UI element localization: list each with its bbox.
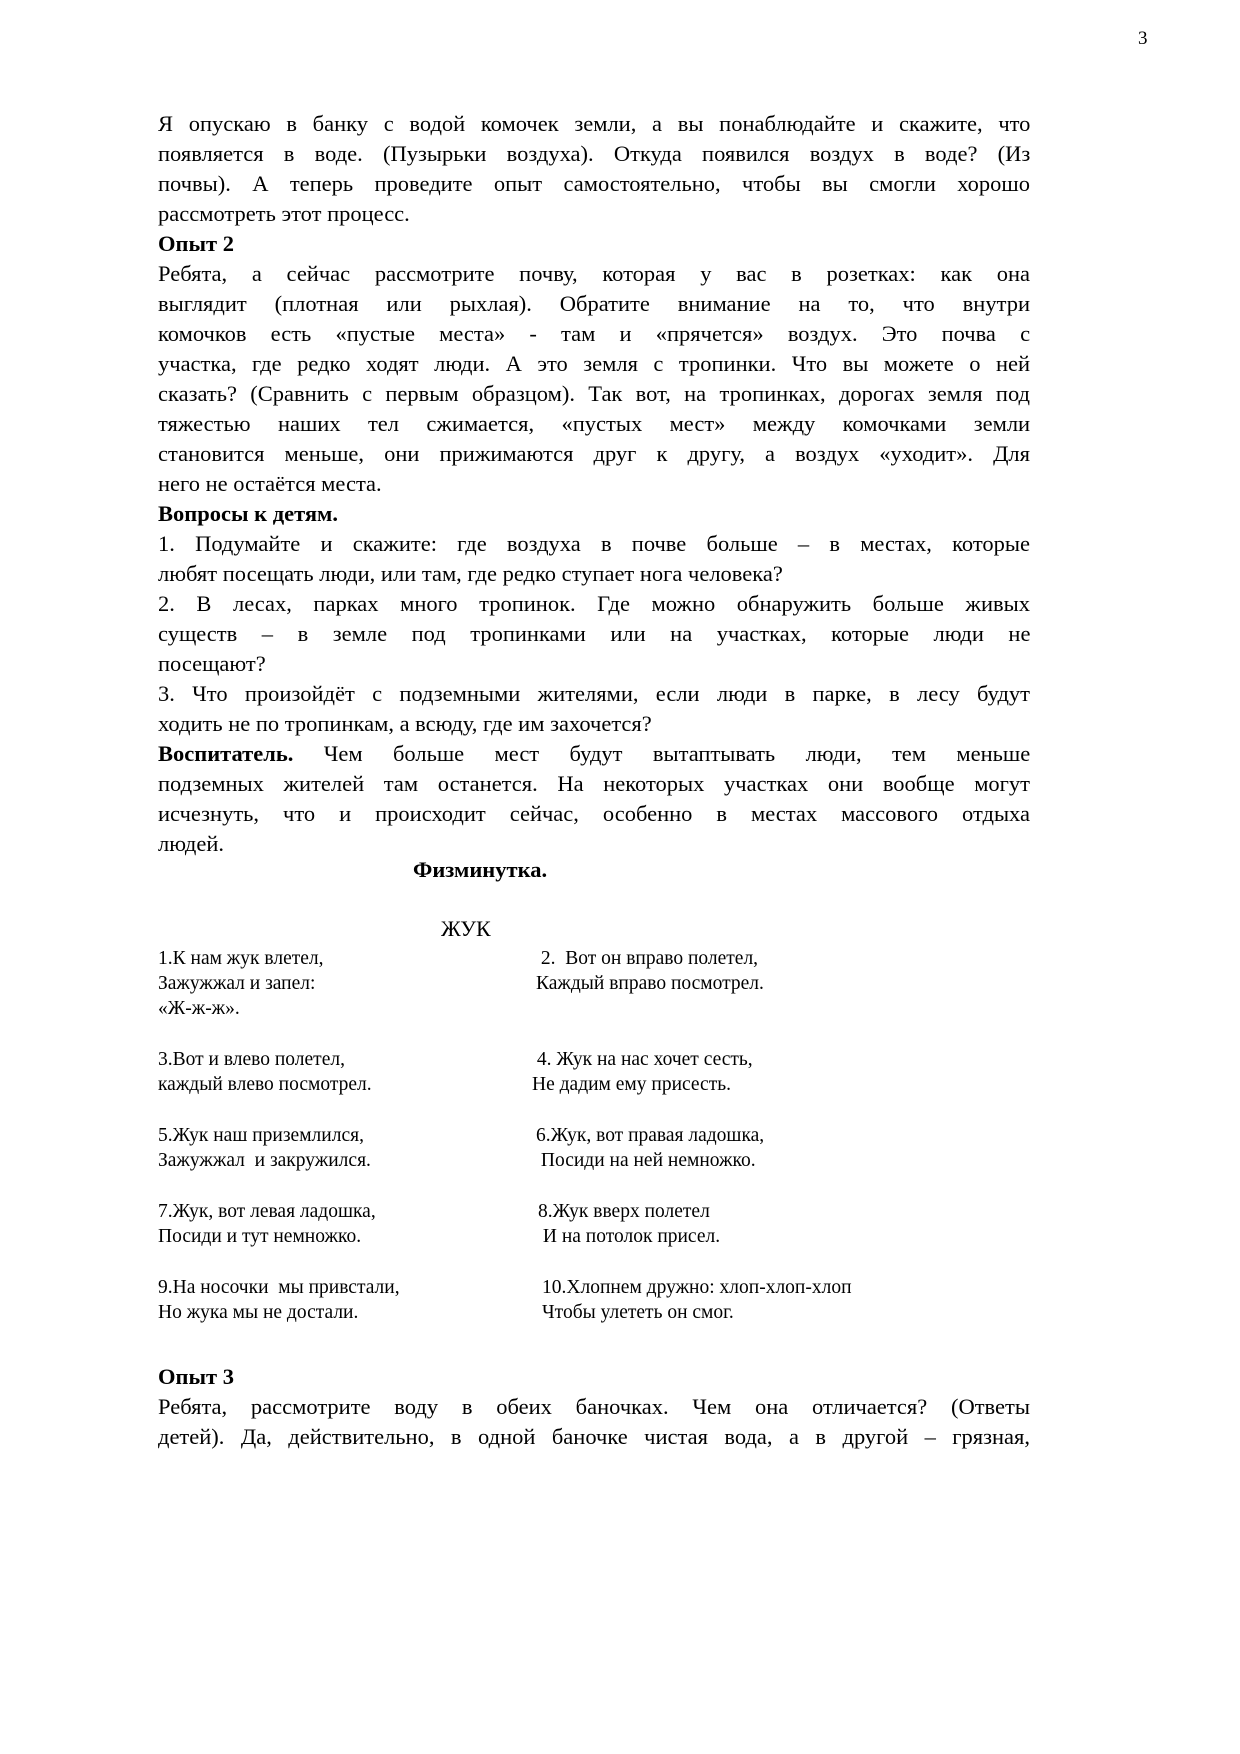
question-1 xyxy=(158,529,1030,589)
poem-line: Зажужжал и запел: xyxy=(158,973,316,994)
stanza-row xyxy=(158,946,1058,1047)
stanza-right xyxy=(538,1199,720,1249)
experiment2-paragraph xyxy=(158,259,1030,499)
stanza-left xyxy=(158,1047,372,1097)
poem-line: 6.Жук, вот правая ладошка, xyxy=(536,1125,765,1146)
poem-line: «Ж-ж-ж». xyxy=(158,998,240,1019)
teacher-paragraph xyxy=(158,739,1030,859)
poem-line: 10.Хлопнем дружно: хлоп-хлоп-хлоп xyxy=(542,1277,852,1298)
text-line: 2. В лесах, парках много тропинок. Где можно обнаружить больше живых xyxy=(158,591,1030,616)
poem-line: 7.Жук, вот левая ладошка, xyxy=(158,1201,376,1222)
stanza-right xyxy=(542,1275,852,1325)
text-line: появляется в воде. (Пузырьки воздуха). Откуда появился воздух в воде? (Из xyxy=(158,141,1031,166)
stanza-left xyxy=(158,1123,371,1173)
main-text xyxy=(158,109,1030,859)
experiment3-section xyxy=(158,1362,1030,1452)
text-line: сказать? (Сравнить с первым образцом). Так вот, на тропинках, дорогах земля под xyxy=(158,381,1030,406)
intro-paragraph xyxy=(158,109,1030,229)
poem-line: Посиди и тут немножко. xyxy=(158,1226,362,1247)
poem-line: Чтобы улететь он смог. xyxy=(542,1302,734,1323)
questions-heading: Вопросы к детям. xyxy=(158,501,338,526)
question-2 xyxy=(158,589,1030,679)
text-line: ходить не по тропинкам, а всюду, где им захочется? xyxy=(158,711,652,736)
poem-line: Посиди на ней немножко. xyxy=(536,1150,756,1171)
poem-line: Но жука мы не достали. xyxy=(158,1302,359,1323)
text-line: тяжестью наших тел сжимается, «пустых мест» между комочками земли xyxy=(158,411,1031,436)
poem-line: И на потолок присел. xyxy=(538,1226,721,1247)
teacher-first-line: Чем больше мест будут вытаптывать люди, тем меньше xyxy=(293,741,1031,766)
text-line xyxy=(158,739,1030,769)
text-line: существ – в земле под тропинками или на участках, которые люди не xyxy=(158,621,1031,646)
poem-line: Каждый вправо посмотрел. xyxy=(536,973,764,994)
stanza-right xyxy=(536,946,764,996)
text-line: подземных жителей там останется. На некоторых участках они вообще могут xyxy=(158,771,1030,796)
text-line: 3. Что произойдёт с подземными жителями, если люди в парке, в лесу будут xyxy=(158,681,1030,706)
stanza-row xyxy=(158,1275,1058,1351)
stanza-right xyxy=(536,1123,764,1173)
experiment3-paragraph xyxy=(158,1392,1030,1452)
stanza-row xyxy=(158,1123,1058,1199)
poem-line: 8.Жук вверх полетел xyxy=(538,1201,710,1222)
text-line: участка, где редко ходят люди. А это земля с тропинки. Что вы можете о ней xyxy=(158,351,1031,376)
poem-line: 9.На носочки мы привстали, xyxy=(158,1277,400,1298)
poem-line: каждый влево посмотрел. xyxy=(158,1074,372,1095)
text-line: становится меньше, они прижимаются друг к другу, а воздух «уходит». Для xyxy=(158,441,1030,466)
text-line: него не остаётся места. xyxy=(158,471,382,496)
text-line: Ребята, а сейчас рассмотрите почву, которая у вас в розетках: как она xyxy=(158,261,1030,286)
poem-line: Зажужжал и закружился. xyxy=(158,1150,371,1171)
question-3 xyxy=(158,679,1030,739)
poem-line: 3.Вот и влево полетел, xyxy=(158,1049,345,1070)
stanza-right xyxy=(532,1047,753,1097)
text-line: любят посещать люди, или там, где редко ступает нога человека? xyxy=(158,561,783,586)
stanza-row xyxy=(158,1047,1058,1123)
poem-line: 1.К нам жук влетел, xyxy=(158,948,324,969)
poem-line: Не дадим ему присесть. xyxy=(532,1074,731,1095)
poem-line: 5.Жук наш приземлился, xyxy=(158,1125,364,1146)
text-line: людей. xyxy=(158,831,224,856)
text-line: почвы). А теперь проведите опыт самостоятельно, чтобы вы смогли хорошо xyxy=(158,171,1030,196)
text-line: 1. Подумайте и скажите: где воздуха в почве больше – в местах, которые xyxy=(158,531,1031,556)
text-line: выглядит (плотная или рыхлая). Обратите внимание на то, что внутри xyxy=(158,291,1030,316)
text-line: Я опускаю в банку с водой комочек земли, а вы понаблюдайте и скажите, что xyxy=(158,111,1031,136)
experiment3-heading: Опыт 3 xyxy=(158,1364,234,1389)
text-line: Ребята, рассмотрите воду в обеих баночках. Чем она отличается? (Ответы xyxy=(158,1394,1030,1419)
text-line: детей). Да, действительно, в одной баночке чистая вода, а в другой – грязная, xyxy=(158,1424,1030,1449)
page-number: 3 xyxy=(1138,28,1148,49)
poem-line: 4. Жук на нас хочет сесть, xyxy=(532,1049,753,1070)
text-line: комочков есть «пустые места» - там и «прячется» воздух. Это почва с xyxy=(158,321,1031,346)
teacher-label: Воспитатель. xyxy=(158,741,294,766)
text-line: рассмотреть этот процесс. xyxy=(158,201,410,226)
fizminutka-heading: Физминутка. xyxy=(413,857,548,882)
text-line: исчезнуть, что и происходит сейчас, особенно в местах массового отдыха xyxy=(158,801,1030,826)
text-line: посещают? xyxy=(158,651,266,676)
stanza-left xyxy=(158,1275,400,1325)
stanza-left xyxy=(158,1199,376,1249)
experiment2-heading: Опыт 2 xyxy=(158,231,234,256)
stanza-row xyxy=(158,1199,1058,1275)
poem xyxy=(158,946,1058,1351)
stanza-left xyxy=(158,946,324,1021)
poem-line: 2. Вот он вправо полетел, xyxy=(536,948,759,969)
poem-title: ЖУК xyxy=(441,916,491,941)
